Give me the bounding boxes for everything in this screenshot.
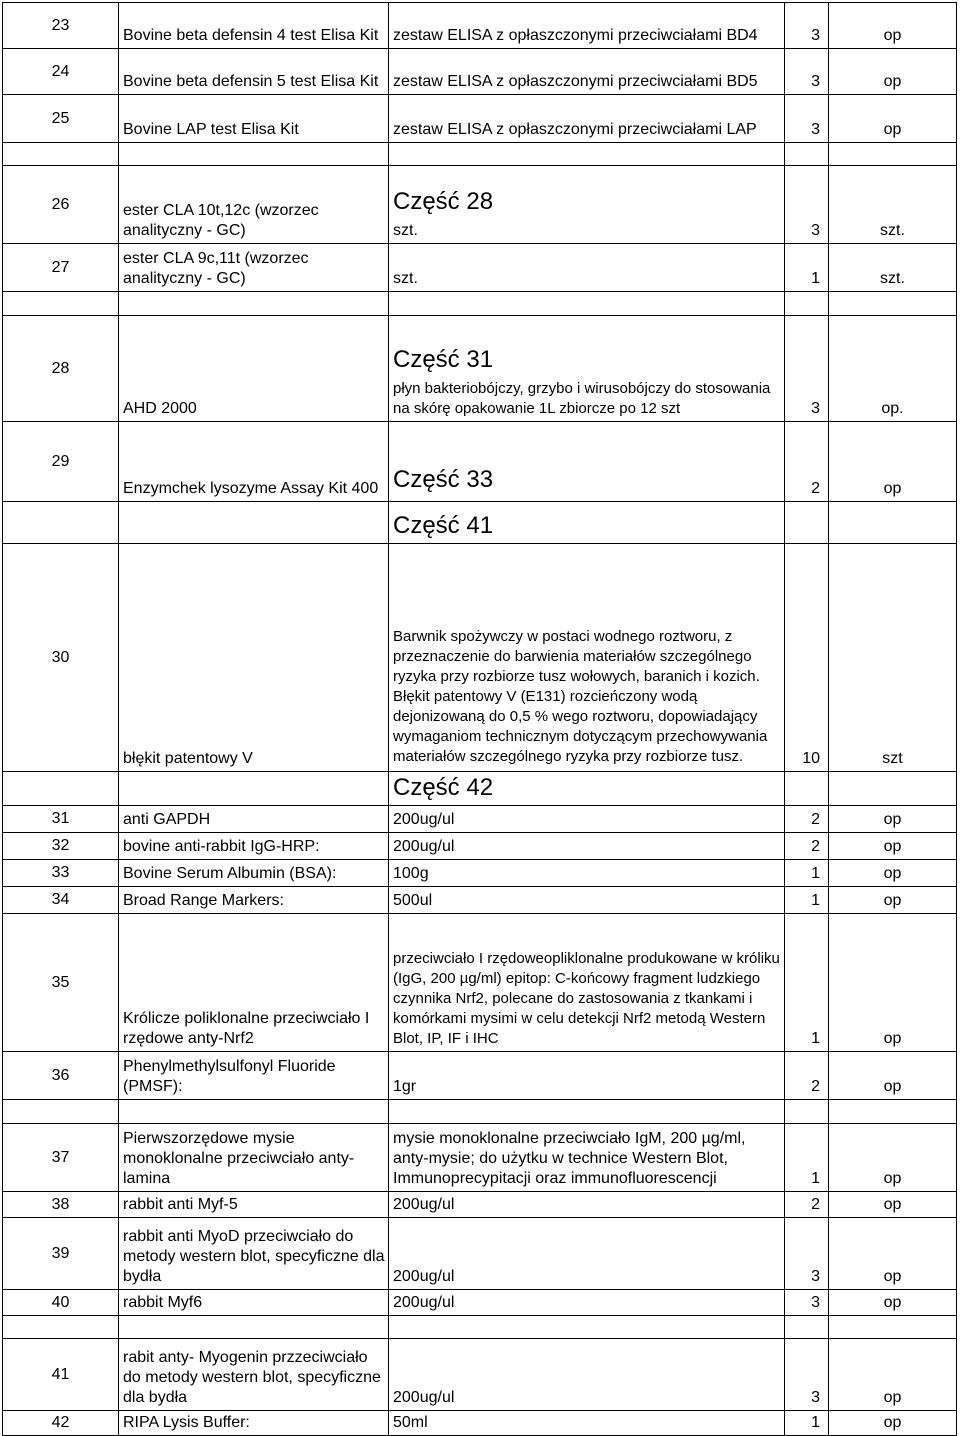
item-unit: op bbox=[829, 887, 957, 914]
item-unit: szt. bbox=[829, 244, 957, 292]
table-row bbox=[3, 1124, 957, 1192]
item-name: błękit patentowy V bbox=[119, 544, 389, 772]
table-row bbox=[3, 422, 957, 502]
item-quantity: 3 bbox=[785, 316, 829, 422]
row-number: 23 bbox=[3, 3, 119, 49]
item-quantity: 3 bbox=[785, 166, 829, 244]
order-table bbox=[2, 2, 957, 1436]
row-number: 36 bbox=[3, 1052, 119, 1100]
item-unit: op bbox=[829, 1218, 957, 1290]
item-unit: op bbox=[829, 806, 957, 833]
section-row bbox=[3, 502, 957, 544]
table-row bbox=[3, 3, 957, 49]
row-number: 33 bbox=[3, 860, 119, 887]
item-description: 200ug/ul bbox=[389, 1290, 785, 1316]
item-description: 200ug/ul bbox=[389, 1192, 785, 1218]
item-quantity: 2 bbox=[785, 1192, 829, 1218]
item-quantity: 2 bbox=[785, 833, 829, 860]
item-description: 200ug/ul bbox=[389, 806, 785, 833]
table-row bbox=[3, 1290, 957, 1316]
section-heading: Część 41 bbox=[393, 512, 494, 539]
item-description: 200ug/ul bbox=[389, 833, 785, 860]
item-name: Bovine Serum Albumin (BSA): bbox=[119, 860, 389, 887]
item-description: szt. bbox=[389, 244, 785, 292]
item-description: 100g bbox=[389, 860, 785, 887]
row-number: 32 bbox=[3, 833, 119, 860]
table-row bbox=[3, 244, 957, 292]
table-row bbox=[3, 316, 957, 422]
item-name: Królicze poliklonalne przeciwciało I rzędowe anty-Nrf2 bbox=[119, 914, 389, 1052]
item-unit: op bbox=[829, 860, 957, 887]
item-name: Bovine beta defensin 4 test Elisa Kit bbox=[119, 3, 389, 49]
row-number: 24 bbox=[3, 49, 119, 95]
item-quantity: 1 bbox=[785, 914, 829, 1052]
item-unit: op bbox=[829, 3, 957, 49]
item-unit: op bbox=[829, 1124, 957, 1192]
item-name: Bovine beta defensin 5 test Elisa Kit bbox=[119, 49, 389, 95]
item-unit: op bbox=[829, 1192, 957, 1218]
item-description: Barwnik spożywczy w postaci wodnego roztworu, z przeznaczenie do barwienia materiałów szczególnego ryzyka przy rozbiorze tusz wołowych, baranich i kozich. Błękit patentowy V (E131) rozcieńczony wodą dejonizowaną do 0,5 % wego roztworu, dopowiadający wymaganiom technicznym dotyczącym przechowywania materiałów szczególnego ryzyka przy rozbiorze tusz. bbox=[389, 544, 785, 772]
item-name: ester CLA 10t,12c (wzorzec analityczny - GC) bbox=[119, 166, 389, 244]
item-description: szt. bbox=[393, 222, 418, 239]
item-description: 50ml bbox=[389, 1411, 785, 1436]
row-number: 37 bbox=[3, 1124, 119, 1192]
item-unit: szt. bbox=[829, 166, 957, 244]
spacer-row bbox=[3, 292, 957, 316]
item-quantity: 3 bbox=[785, 3, 829, 49]
section-heading: Część 31 bbox=[393, 346, 494, 373]
item-description: 200ug/ul bbox=[389, 1218, 785, 1290]
row-number: 28 bbox=[3, 316, 119, 422]
item-name: rabit anty- Myogenin przzeciwciało do metody western blot, specyficzne dla bydła bbox=[119, 1339, 389, 1411]
item-quantity: 1 bbox=[785, 244, 829, 292]
item-name: Bovine LAP test Elisa Kit bbox=[119, 95, 389, 143]
item-name: RIPA Lysis Buffer: bbox=[119, 1411, 389, 1436]
item-unit: op bbox=[829, 833, 957, 860]
item-name: Phenylmethylsulfonyl Fluoride (PMSF): bbox=[119, 1052, 389, 1100]
item-name: rabbit anti MyoD przeciwciało do metody western blot, specyficzne dla bydła bbox=[119, 1218, 389, 1290]
item-description: zestaw ELISA z opłaszczonymi przeciwciałami BD5 bbox=[389, 49, 785, 95]
item-quantity: 3 bbox=[785, 95, 829, 143]
item-name: bovine anti-rabbit IgG-HRP: bbox=[119, 833, 389, 860]
item-description: zestaw ELISA z opłaszczonymi przeciwciałami BD4 bbox=[389, 3, 785, 49]
item-description: mysie monoklonalne przeciwciało IgM, 200 µg/ml, anty-mysie; do użytku w technice Western Blot, Immunoprecypitacji oraz immunofluorescencji bbox=[389, 1124, 785, 1192]
item-unit: op bbox=[829, 49, 957, 95]
item-name: anti GAPDH bbox=[119, 806, 389, 833]
item-name: Broad Range Markers: bbox=[119, 887, 389, 914]
item-quantity: 3 bbox=[785, 1290, 829, 1316]
item-quantity: 3 bbox=[785, 1339, 829, 1411]
row-number: 42 bbox=[3, 1411, 119, 1436]
item-quantity: 3 bbox=[785, 49, 829, 95]
spacer-row bbox=[3, 1100, 957, 1124]
item-unit: op. bbox=[829, 316, 957, 422]
item-name: rabbit anti Myf-5 bbox=[119, 1192, 389, 1218]
item-unit: op bbox=[829, 422, 957, 502]
item-quantity: 10 bbox=[785, 544, 829, 772]
row-number: 41 bbox=[3, 1339, 119, 1411]
item-quantity: 2 bbox=[785, 422, 829, 502]
item-quantity: 2 bbox=[785, 1052, 829, 1100]
table-row bbox=[3, 833, 957, 860]
item-name: Pierwszorzędowe mysie monoklonalne przeciwciało anty-lamina bbox=[119, 1124, 389, 1192]
table-row bbox=[3, 1218, 957, 1290]
section-heading: Część 42 bbox=[393, 774, 494, 801]
table-row bbox=[3, 1192, 957, 1218]
item-quantity: 3 bbox=[785, 1218, 829, 1290]
row-number: 38 bbox=[3, 1192, 119, 1218]
item-unit: op bbox=[829, 1290, 957, 1316]
row-number: 29 bbox=[3, 422, 119, 502]
row-number: 25 bbox=[3, 95, 119, 143]
row-number: 34 bbox=[3, 887, 119, 914]
item-description: 500ul bbox=[389, 887, 785, 914]
row-number: 40 bbox=[3, 1290, 119, 1316]
item-description: płyn bakteriobójczy, grzybo i wirusobójczy do stosowania na skórę opakowanie 1L zbiorcze po 12 szt bbox=[393, 380, 771, 417]
item-unit: szt bbox=[829, 544, 957, 772]
item-description: zestaw ELISA z opłaszczonymi przeciwciałami LAP bbox=[389, 95, 785, 143]
item-unit: op bbox=[829, 1052, 957, 1100]
table-row bbox=[3, 860, 957, 887]
item-quantity: 1 bbox=[785, 1124, 829, 1192]
table-row bbox=[3, 1052, 957, 1100]
item-quantity: 1 bbox=[785, 1411, 829, 1436]
item-unit: op bbox=[829, 914, 957, 1052]
item-unit: op bbox=[829, 1339, 957, 1411]
item-name: rabbit Myf6 bbox=[119, 1290, 389, 1316]
table-row bbox=[3, 1339, 957, 1411]
item-description: przeciwciało I rzędoweopliklonalne produkowane w króliku (IgG, 200 µg/ml) epitop: C-końcowy fragment ludzkiego czynnika Nrf2, polecane do zastosowania z tkankami i komórkami mysimi w celu detekcji Nrf2 metodą Western Blot, IP, IF i IHC bbox=[389, 914, 785, 1052]
spacer-row bbox=[3, 143, 957, 166]
item-unit: op bbox=[829, 95, 957, 143]
item-quantity: 2 bbox=[785, 806, 829, 833]
table-row bbox=[3, 806, 957, 833]
table-row bbox=[3, 49, 957, 95]
item-unit: op bbox=[829, 1411, 957, 1436]
table-row bbox=[3, 95, 957, 143]
item-quantity: 1 bbox=[785, 860, 829, 887]
spacer-row bbox=[3, 1316, 957, 1339]
row-number: 39 bbox=[3, 1218, 119, 1290]
table-row bbox=[3, 914, 957, 1052]
table-row bbox=[3, 887, 957, 914]
table-row bbox=[3, 544, 957, 772]
row-number: 35 bbox=[3, 914, 119, 1052]
row-number: 31 bbox=[3, 806, 119, 833]
item-name: ester CLA 9c,11t (wzorzec analityczny - GC) bbox=[119, 244, 389, 292]
item-description: 1gr bbox=[389, 1052, 785, 1100]
row-number: 27 bbox=[3, 244, 119, 292]
row-number: 26 bbox=[3, 166, 119, 244]
item-name: Enzymchek lysozyme Assay Kit 400 bbox=[119, 422, 389, 502]
item-quantity: 1 bbox=[785, 887, 829, 914]
item-name: AHD 2000 bbox=[119, 316, 389, 422]
section-heading: Część 28 bbox=[393, 188, 494, 215]
table-row bbox=[3, 166, 957, 244]
section-heading: Część 33 bbox=[393, 466, 494, 493]
item-description: 200ug/ul bbox=[389, 1339, 785, 1411]
section-row bbox=[3, 772, 957, 806]
row-number: 30 bbox=[3, 544, 119, 772]
